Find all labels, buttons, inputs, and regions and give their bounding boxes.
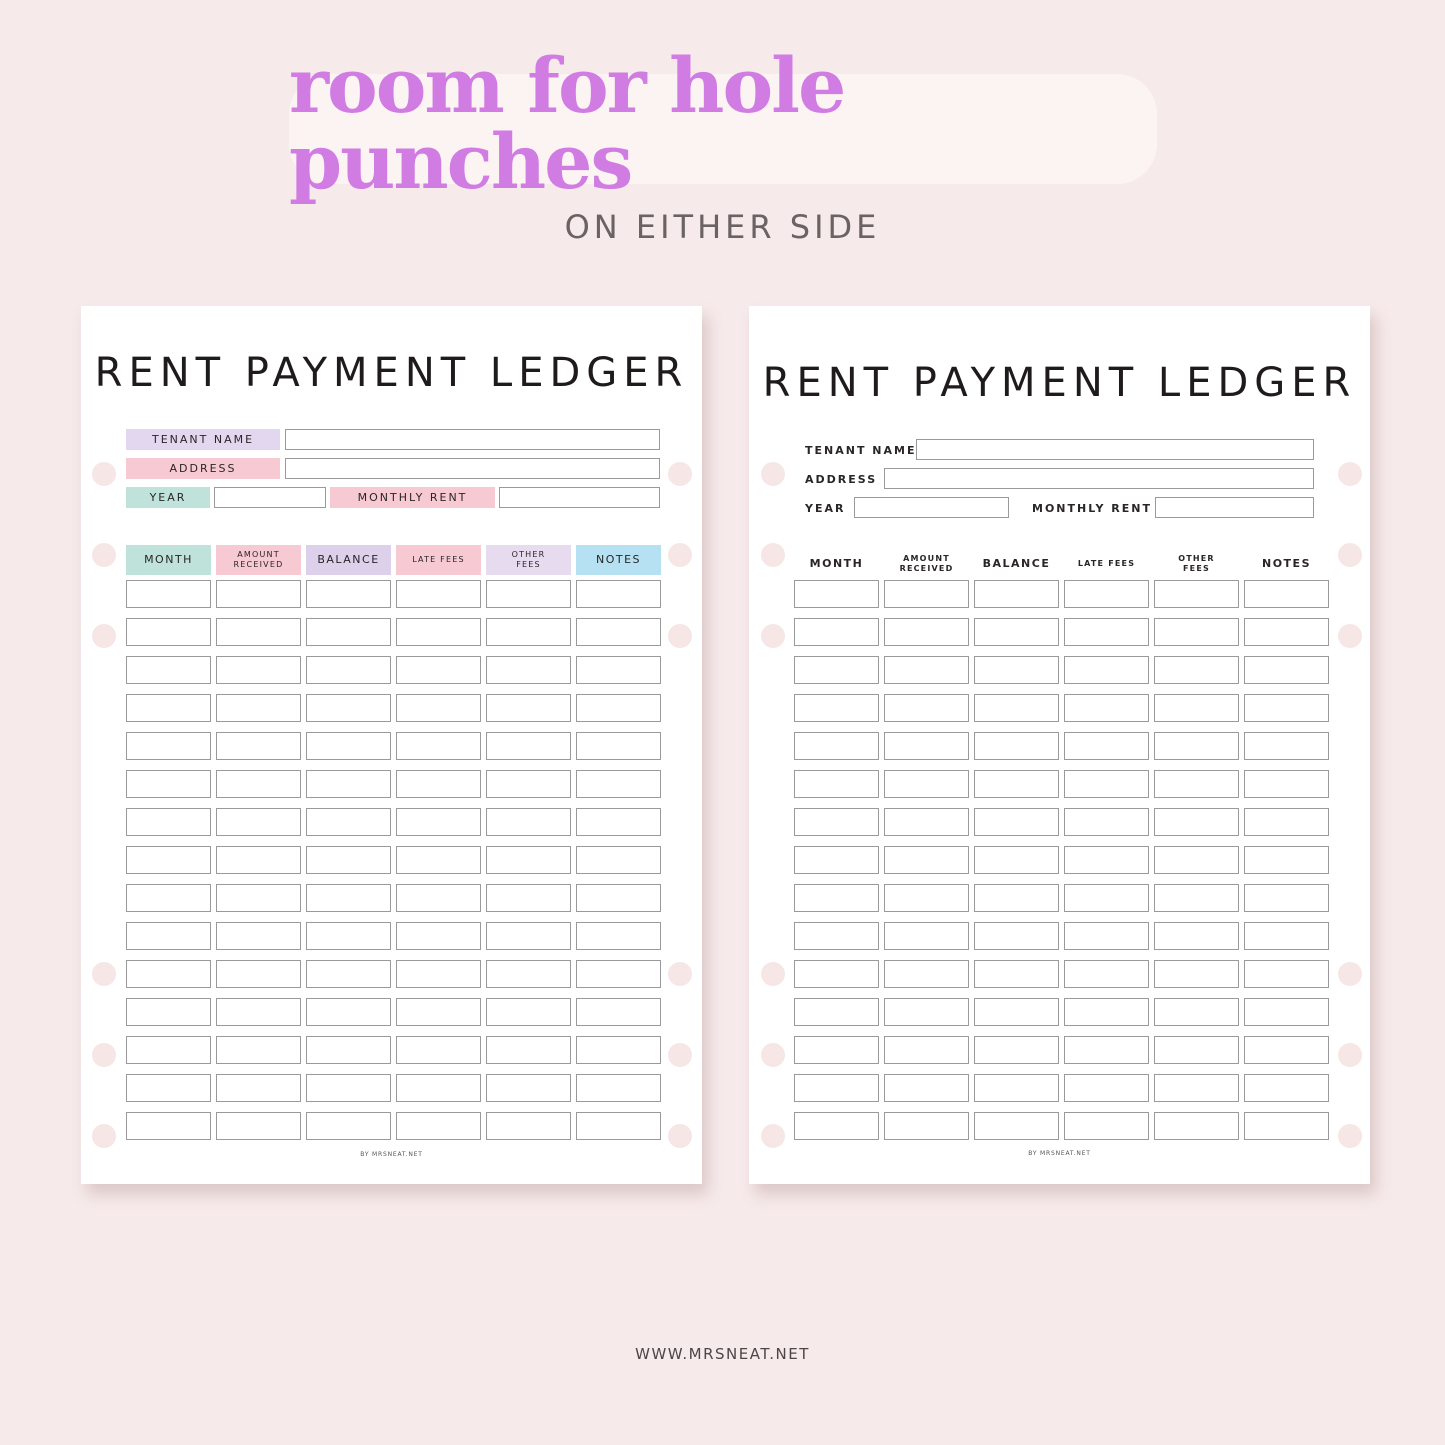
ledger-cell[interactable] xyxy=(396,808,481,836)
ledger-cell[interactable] xyxy=(486,1036,571,1064)
ledger-cell[interactable] xyxy=(884,770,969,798)
ledger-cell[interactable] xyxy=(396,846,481,874)
hole-punch-marker xyxy=(1338,1124,1362,1148)
ledger-cell[interactable] xyxy=(1244,998,1329,1026)
ledger-cell[interactable] xyxy=(1244,884,1329,912)
ledger-cell[interactable] xyxy=(794,884,879,912)
hole-punch-marker xyxy=(668,962,692,986)
ledger-cell[interactable] xyxy=(486,770,571,798)
ledger-cell[interactable] xyxy=(216,960,301,988)
ledger-cell[interactable] xyxy=(126,808,211,836)
column-header-late-fees: LATE FEES xyxy=(396,545,481,575)
ledger-cell[interactable] xyxy=(126,732,211,760)
hole-punch-marker xyxy=(1338,1043,1362,1067)
ledger-cell[interactable] xyxy=(306,960,391,988)
ledger-cell[interactable] xyxy=(126,580,211,608)
ledger-cell[interactable] xyxy=(974,580,1059,608)
ledger-cell[interactable] xyxy=(396,732,481,760)
ledger-cell[interactable] xyxy=(396,656,481,684)
ledger-cell[interactable] xyxy=(216,998,301,1026)
ledger-cell[interactable] xyxy=(486,922,571,950)
ledger-cell[interactable] xyxy=(974,694,1059,722)
ledger-cell[interactable] xyxy=(486,732,571,760)
hole-punch-marker xyxy=(761,543,785,567)
hole-punch-marker xyxy=(1338,543,1362,567)
year-label: YEAR xyxy=(126,487,210,508)
ledger-cell[interactable] xyxy=(1244,922,1329,950)
ledger-cell[interactable] xyxy=(576,580,661,608)
ledger-cell[interactable] xyxy=(1154,770,1239,798)
column-header-notes: NOTES xyxy=(1262,557,1311,571)
ledger-cell[interactable] xyxy=(486,1112,571,1140)
tenant-name-field[interactable] xyxy=(285,429,660,450)
ledger-cell[interactable] xyxy=(126,846,211,874)
ledger-cell[interactable] xyxy=(974,960,1059,988)
ledger-cell[interactable] xyxy=(126,922,211,950)
ledger-cell[interactable] xyxy=(306,618,391,646)
ledger-cell[interactable] xyxy=(396,884,481,912)
ledger-cell[interactable] xyxy=(974,922,1059,950)
ledger-cell[interactable] xyxy=(216,580,301,608)
ledger-cell[interactable] xyxy=(794,656,879,684)
ledger-cell[interactable] xyxy=(306,1074,391,1102)
ledger-cell[interactable] xyxy=(1154,732,1239,760)
ledger-cell[interactable] xyxy=(486,1074,571,1102)
ledger-cell[interactable] xyxy=(974,618,1059,646)
hole-punch-marker xyxy=(668,462,692,486)
ledger-cell[interactable] xyxy=(126,884,211,912)
ledger-cell[interactable] xyxy=(306,1036,391,1064)
ledger-cell[interactable] xyxy=(216,884,301,912)
hole-punch-marker xyxy=(1338,962,1362,986)
ledger-cell[interactable] xyxy=(974,1112,1059,1140)
ledger-cell[interactable] xyxy=(794,808,879,836)
ledger-cell[interactable] xyxy=(216,922,301,950)
hole-punch-marker xyxy=(1338,462,1362,486)
monthly-rent-field[interactable] xyxy=(499,487,660,508)
column-header-amount-received: AMOUNT RECEIVED xyxy=(899,554,954,573)
ledger-cell[interactable] xyxy=(1064,694,1149,722)
ledger-cell[interactable] xyxy=(486,808,571,836)
ledger-cell[interactable] xyxy=(1064,998,1149,1026)
hole-punch-marker xyxy=(92,462,116,486)
ledger-cell[interactable] xyxy=(974,1036,1059,1064)
ledger-cell[interactable] xyxy=(794,694,879,722)
ledger-cell[interactable] xyxy=(884,846,969,874)
column-header-other-fees: OTHER FEES xyxy=(486,545,571,575)
ledger-cell[interactable] xyxy=(1244,770,1329,798)
ledger-cell[interactable] xyxy=(1154,1074,1239,1102)
ledger-cell[interactable] xyxy=(1244,960,1329,988)
address-field[interactable] xyxy=(884,468,1314,489)
ledger-cell[interactable] xyxy=(974,770,1059,798)
ledger-cell[interactable] xyxy=(1244,732,1329,760)
ledger-cell[interactable] xyxy=(486,656,571,684)
sheet-title: RENT PAYMENT LEDGER xyxy=(94,350,689,396)
ledger-cell[interactable] xyxy=(1244,580,1329,608)
column-header-other-fees: OTHER FEES xyxy=(1178,554,1215,573)
tenant-name-label: TENANT NAME xyxy=(805,444,917,457)
ledger-cell[interactable] xyxy=(126,618,211,646)
ledger-cell[interactable] xyxy=(306,884,391,912)
ledger-cell[interactable] xyxy=(1154,1036,1239,1064)
ledger-cell[interactable] xyxy=(1154,656,1239,684)
ledger-cell[interactable] xyxy=(576,922,661,950)
ledger-cell[interactable] xyxy=(396,580,481,608)
ledger-cell[interactable] xyxy=(1244,808,1329,836)
ledger-cell[interactable] xyxy=(216,808,301,836)
ledger-cell[interactable] xyxy=(306,808,391,836)
ledger-cell[interactable] xyxy=(1154,618,1239,646)
ledger-cell[interactable] xyxy=(576,960,661,988)
ledger-cell[interactable] xyxy=(884,694,969,722)
hole-punch-marker xyxy=(761,1124,785,1148)
tenant-name-field[interactable] xyxy=(916,439,1314,460)
monthly-rent-label: MONTHLY RENT xyxy=(330,487,495,508)
ledger-cell[interactable] xyxy=(216,656,301,684)
monthly-rent-field[interactable] xyxy=(1155,497,1314,518)
ledger-cell[interactable] xyxy=(486,960,571,988)
ledger-cell[interactable] xyxy=(576,998,661,1026)
ledger-cell[interactable] xyxy=(974,846,1059,874)
ledger-sheet-colored xyxy=(81,306,702,1184)
ledger-cell[interactable] xyxy=(974,808,1059,836)
ledger-cell[interactable] xyxy=(1154,580,1239,608)
ledger-cell[interactable] xyxy=(486,884,571,912)
ledger-cell[interactable] xyxy=(1244,656,1329,684)
hole-punch-marker xyxy=(668,624,692,648)
ledger-cell[interactable] xyxy=(396,960,481,988)
column-header-notes: NOTES xyxy=(576,545,661,575)
ledger-cell[interactable] xyxy=(396,998,481,1026)
ledger-cell[interactable] xyxy=(216,770,301,798)
ledger-cell[interactable] xyxy=(794,770,879,798)
ledger-cell[interactable] xyxy=(974,732,1059,760)
ledger-cell[interactable] xyxy=(1244,694,1329,722)
ledger-cell[interactable] xyxy=(306,732,391,760)
monthly-rent-label: MONTHLY RENT xyxy=(1032,502,1152,515)
headline: room for hole punches xyxy=(289,41,845,206)
ledger-cell[interactable] xyxy=(396,694,481,722)
ledger-cell[interactable] xyxy=(974,998,1059,1026)
ledger-cell[interactable] xyxy=(576,846,661,874)
ledger-cell[interactable] xyxy=(576,732,661,760)
ledger-cell[interactable] xyxy=(794,1074,879,1102)
ledger-cell[interactable] xyxy=(396,618,481,646)
ledger-cell[interactable] xyxy=(794,580,879,608)
ledger-cell[interactable] xyxy=(126,656,211,684)
ledger-cell[interactable] xyxy=(1064,808,1149,836)
hole-punch-marker xyxy=(761,462,785,486)
ledger-cell[interactable] xyxy=(396,1112,481,1140)
ledger-cell[interactable] xyxy=(126,770,211,798)
ledger-cell[interactable] xyxy=(1064,960,1149,988)
ledger-cell[interactable] xyxy=(794,1036,879,1064)
ledger-cell[interactable] xyxy=(1154,960,1239,988)
ledger-cell[interactable] xyxy=(1064,846,1149,874)
ledger-cell[interactable] xyxy=(576,656,661,684)
column-header-month: MONTH xyxy=(126,545,211,575)
hole-punch-marker xyxy=(761,962,785,986)
ledger-cell[interactable] xyxy=(884,998,969,1026)
ledger-cell[interactable] xyxy=(884,1112,969,1140)
hole-punch-marker xyxy=(92,624,116,648)
ledger-cell[interactable] xyxy=(486,580,571,608)
ledger-cell[interactable] xyxy=(974,656,1059,684)
ledger-cell[interactable] xyxy=(884,808,969,836)
hole-punch-marker xyxy=(668,543,692,567)
ledger-cell[interactable] xyxy=(576,884,661,912)
ledger-cell[interactable] xyxy=(126,1112,211,1140)
ledger-cell[interactable] xyxy=(1064,884,1149,912)
headline-banner xyxy=(289,41,1157,206)
ledger-cell[interactable] xyxy=(1064,580,1149,608)
column-header-amount-received: AMOUNT RECEIVED xyxy=(216,545,301,575)
ledger-cell[interactable] xyxy=(576,1036,661,1064)
ledger-cell[interactable] xyxy=(884,884,969,912)
ledger-cell[interactable] xyxy=(1064,770,1149,798)
ledger-cell[interactable] xyxy=(794,922,879,950)
ledger-cell[interactable] xyxy=(306,580,391,608)
ledger-cell[interactable] xyxy=(794,998,879,1026)
hole-punch-marker xyxy=(761,1043,785,1067)
ledger-cell[interactable] xyxy=(396,1074,481,1102)
ledger-cell[interactable] xyxy=(576,1112,661,1140)
ledger-cell[interactable] xyxy=(1064,1112,1149,1140)
hole-punch-marker xyxy=(668,1043,692,1067)
ledger-cell[interactable] xyxy=(486,694,571,722)
ledger-cell[interactable] xyxy=(1064,1074,1149,1102)
ledger-cell[interactable] xyxy=(1154,694,1239,722)
ledger-cell[interactable] xyxy=(1064,1036,1149,1064)
ledger-cell[interactable] xyxy=(126,998,211,1026)
ledger-cell[interactable] xyxy=(576,808,661,836)
ledger-cell[interactable] xyxy=(974,884,1059,912)
hole-punch-marker xyxy=(761,624,785,648)
ledger-cell[interactable] xyxy=(306,770,391,798)
ledger-cell[interactable] xyxy=(306,998,391,1026)
ledger-cell[interactable] xyxy=(306,846,391,874)
year-field[interactable] xyxy=(854,497,1009,518)
ledger-cell[interactable] xyxy=(1154,846,1239,874)
ledger-cell[interactable] xyxy=(884,656,969,684)
column-header-late-fees: LATE FEES xyxy=(1077,559,1136,569)
ledger-cell[interactable] xyxy=(486,618,571,646)
hole-punch-marker xyxy=(92,543,116,567)
ledger-cell[interactable] xyxy=(1154,998,1239,1026)
ledger-cell[interactable] xyxy=(1064,922,1149,950)
ledger-cell[interactable] xyxy=(1244,1036,1329,1064)
year-field[interactable] xyxy=(214,487,326,508)
ledger-cell[interactable] xyxy=(576,618,661,646)
ledger-cell[interactable] xyxy=(216,1112,301,1140)
ledger-cell[interactable] xyxy=(306,656,391,684)
ledger-cell[interactable] xyxy=(884,960,969,988)
ledger-cell[interactable] xyxy=(794,1112,879,1140)
ledger-cell[interactable] xyxy=(1244,1074,1329,1102)
tenant-name-label: TENANT NAME xyxy=(126,429,280,450)
ledger-cell[interactable] xyxy=(396,1036,481,1064)
ledger-cell[interactable] xyxy=(1064,618,1149,646)
ledger-cell[interactable] xyxy=(396,922,481,950)
ledger-cell[interactable] xyxy=(1154,1112,1239,1140)
credit-text: BY MRSNEAT.NET xyxy=(1028,1150,1091,1157)
ledger-cell[interactable] xyxy=(306,1112,391,1140)
ledger-cell[interactable] xyxy=(396,770,481,798)
ledger-cell[interactable] xyxy=(884,618,969,646)
column-header-balance: BALANCE xyxy=(982,557,1051,571)
sheet-title: RENT PAYMENT LEDGER xyxy=(762,360,1357,406)
ledger-cell[interactable] xyxy=(1244,618,1329,646)
ledger-cell[interactable] xyxy=(794,846,879,874)
ledger-cell[interactable] xyxy=(486,998,571,1026)
ledger-cell[interactable] xyxy=(216,732,301,760)
ledger-cell[interactable] xyxy=(794,618,879,646)
ledger-cell[interactable] xyxy=(306,922,391,950)
ledger-cell[interactable] xyxy=(306,694,391,722)
ledger-cell[interactable] xyxy=(1154,808,1239,836)
ledger-cell[interactable] xyxy=(884,922,969,950)
ledger-cell[interactable] xyxy=(884,1036,969,1064)
ledger-cell[interactable] xyxy=(216,1074,301,1102)
ledger-cell[interactable] xyxy=(216,694,301,722)
ledger-sheet-plain xyxy=(749,306,1370,1184)
address-label: ADDRESS xyxy=(126,458,280,479)
column-header-month: MONTH xyxy=(809,557,864,571)
ledger-cell[interactable] xyxy=(576,694,661,722)
address-field[interactable] xyxy=(285,458,660,479)
hole-punch-marker xyxy=(668,1124,692,1148)
column-header-balance: BALANCE xyxy=(306,545,391,575)
ledger-cell[interactable] xyxy=(126,1074,211,1102)
website-url: WWW.MRSNEAT.NET xyxy=(635,1345,810,1363)
ledger-cell[interactable] xyxy=(1154,922,1239,950)
year-label: YEAR xyxy=(805,502,846,515)
ledger-cell[interactable] xyxy=(884,1074,969,1102)
hole-punch-marker xyxy=(1338,624,1362,648)
ledger-cell[interactable] xyxy=(1244,1112,1329,1140)
ledger-cell[interactable] xyxy=(216,846,301,874)
subhead: ON EITHER SIDE xyxy=(564,208,881,246)
hole-punch-marker xyxy=(92,962,116,986)
credit-text: BY MRSNEAT.NET xyxy=(360,1151,423,1158)
ledger-cell[interactable] xyxy=(576,1074,661,1102)
ledger-cell[interactable] xyxy=(794,732,879,760)
ledger-cell[interactable] xyxy=(126,960,211,988)
ledger-cell[interactable] xyxy=(794,960,879,988)
ledger-cell[interactable] xyxy=(1154,884,1239,912)
ledger-cell[interactable] xyxy=(126,1036,211,1064)
hole-punch-marker xyxy=(92,1043,116,1067)
ledger-cell[interactable] xyxy=(216,1036,301,1064)
ledger-cell[interactable] xyxy=(974,1074,1059,1102)
ledger-cell[interactable] xyxy=(216,618,301,646)
ledger-cell[interactable] xyxy=(1244,846,1329,874)
ledger-cell[interactable] xyxy=(884,732,969,760)
ledger-cell[interactable] xyxy=(1064,656,1149,684)
ledger-cell[interactable] xyxy=(884,580,969,608)
ledger-cell[interactable] xyxy=(1064,732,1149,760)
address-label: ADDRESS xyxy=(805,473,878,486)
ledger-cell[interactable] xyxy=(126,694,211,722)
ledger-cell[interactable] xyxy=(576,770,661,798)
ledger-cell[interactable] xyxy=(486,846,571,874)
hole-punch-marker xyxy=(92,1124,116,1148)
